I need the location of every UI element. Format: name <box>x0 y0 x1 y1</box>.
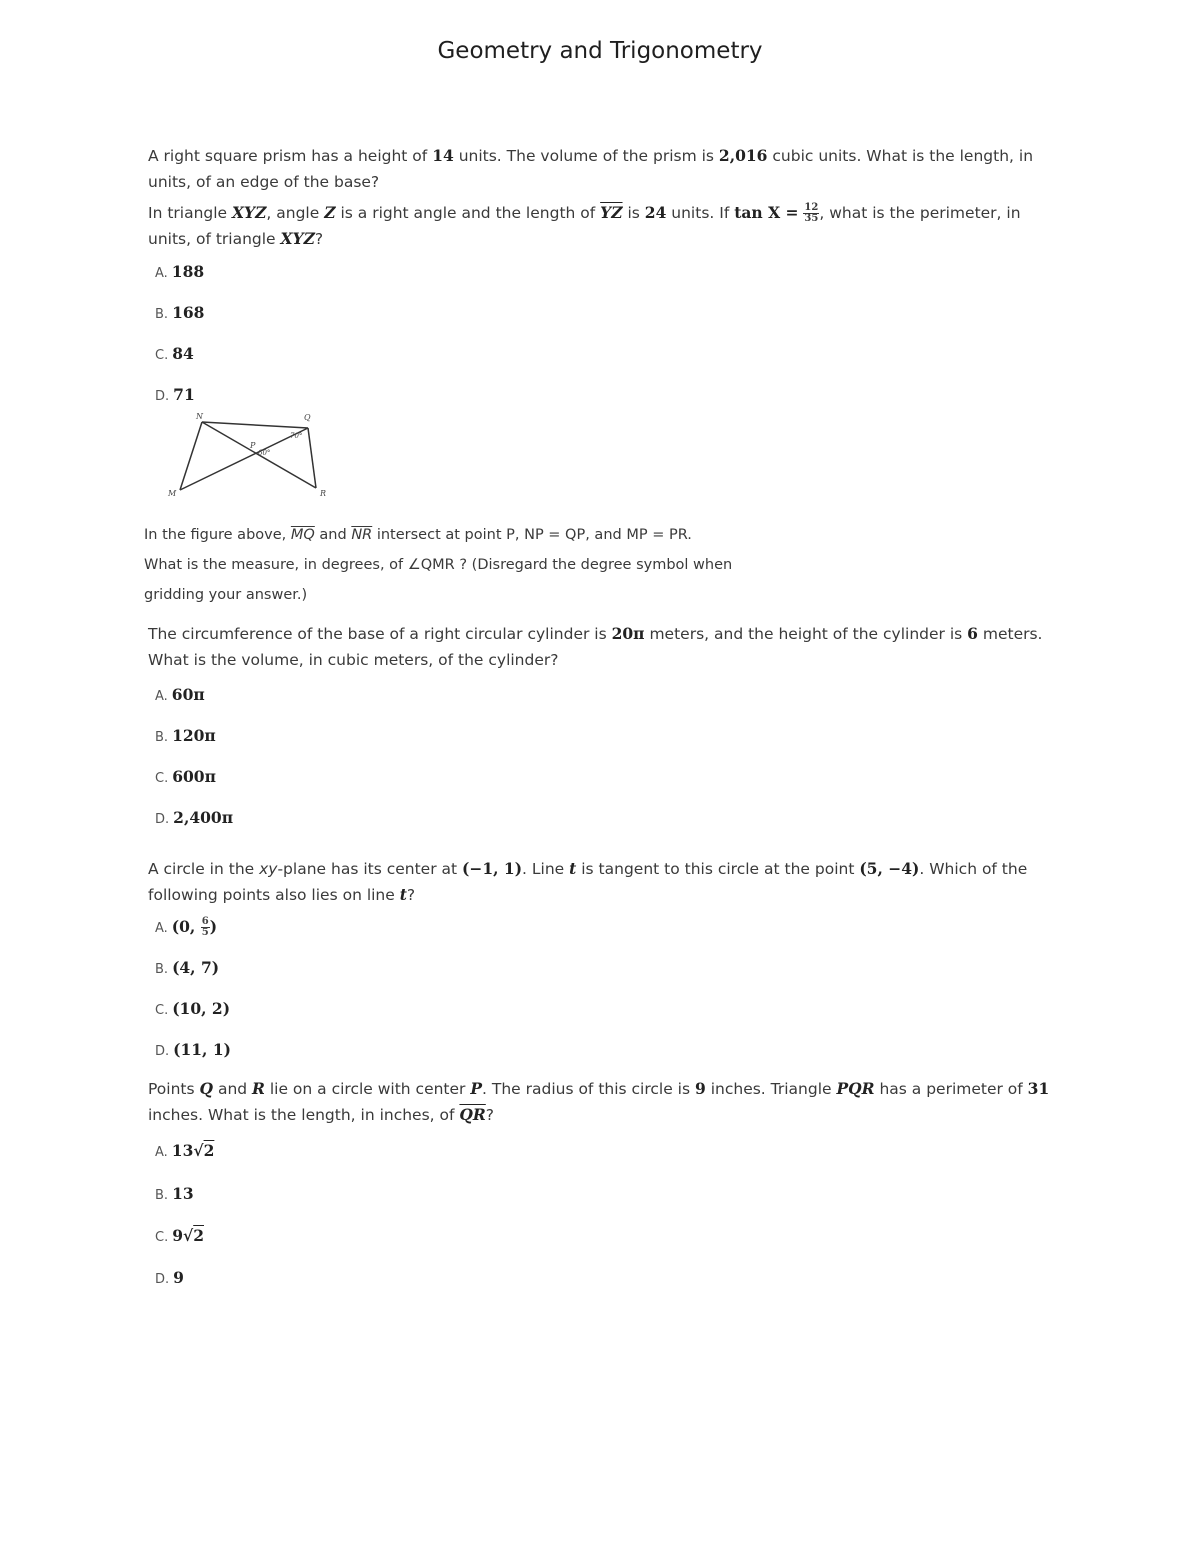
q2-side: $\overline{YZ}$ <box>600 203 623 222</box>
option-value: 60π <box>171 685 205 704</box>
q5-option-b[interactable] <box>155 958 219 977</box>
q5-text: A circle in the <box>148 860 260 878</box>
option-letter: D. <box>155 1044 170 1059</box>
option-value: 9 <box>172 1226 184 1245</box>
q2-option-b[interactable] <box>155 303 204 322</box>
option-value: 188 <box>171 262 205 281</box>
q4-option-a[interactable] <box>155 685 205 704</box>
label-q: Q <box>304 413 311 422</box>
option-value: 13 <box>172 1184 194 1203</box>
segment-mq <box>180 428 308 490</box>
question-figure-text <box>144 523 844 607</box>
option-letter: C. <box>155 1003 169 1018</box>
option-value: 600π <box>172 767 216 786</box>
q2-option-c[interactable] <box>155 344 194 363</box>
question-circle-tangent <box>148 856 1058 908</box>
q4-option-b[interactable] <box>155 726 216 745</box>
q5-text: ? <box>406 886 416 904</box>
q6-option-a[interactable] <box>155 1141 214 1160</box>
q5-text: is tangent to this circle at the point <box>576 860 860 878</box>
q2-option-a[interactable] <box>155 262 204 281</box>
q6-p: P <box>470 1079 482 1098</box>
q2-text: , what is the perimeter, in units, of triangle <box>148 204 1021 248</box>
page-title: Geometry and Trigonometry <box>437 38 763 64</box>
label-m: M <box>168 489 177 498</box>
q6-text: inches. What is the length, in inches, of <box>148 1106 460 1124</box>
q5-option-d[interactable] <box>155 1040 231 1059</box>
q3-text: and <box>314 527 352 543</box>
q2-length: 24 <box>644 203 667 222</box>
option-value: 2,400π <box>173 808 234 827</box>
q2-text: In triangle <box>148 204 233 222</box>
option-value: (11, 1) <box>173 1040 231 1059</box>
option-radicand: 2 <box>193 1226 204 1245</box>
q6-text: has a perimeter of <box>874 1080 1028 1098</box>
q6-q: Q <box>199 1079 214 1098</box>
q4-option-d[interactable] <box>155 808 233 827</box>
q4-text: meters, and the height of the cylinder is <box>644 625 968 643</box>
option-fraction <box>201 917 210 938</box>
option-letter: B. <box>155 1188 169 1203</box>
q6-option-b[interactable] <box>155 1184 194 1203</box>
q5-text: -plane has its center at <box>277 860 463 878</box>
option-value: 13 <box>171 1141 194 1160</box>
option-value: 120π <box>172 726 216 745</box>
q6-radius: 9 <box>695 1079 706 1098</box>
option-letter: D. <box>155 812 170 827</box>
q2-text: , angle <box>266 204 325 222</box>
q6-option-c[interactable] <box>155 1226 204 1245</box>
q6-perimeter: 31 <box>1027 1079 1050 1098</box>
q4-text: meters. What is the volume, in cubic meters, of the cylinder? <box>148 625 1043 669</box>
q5-point: (5, −4) <box>859 859 920 878</box>
q3-text: intersect at point P, NP = QP, and MP = PR. <box>372 527 692 543</box>
option-radicand: 2 <box>203 1141 215 1160</box>
q6-segment: $\overline{QR}$ <box>459 1105 486 1124</box>
q5-text: . Line <box>522 860 570 878</box>
q2-option-d[interactable] <box>155 385 195 404</box>
q3-segment-mq: $\overline{MQ}$ <box>290 527 315 543</box>
q3-line1 <box>144 523 844 547</box>
option-value: 168 <box>172 303 205 322</box>
fraction-denominator: 5 <box>201 927 209 938</box>
question-cylinder <box>148 621 1058 673</box>
option-letter: C. <box>155 1230 169 1245</box>
q6-text: . The radius of this circle is <box>482 1080 695 1098</box>
option-letter: C. <box>155 348 169 363</box>
q5-text: . Which of the following points also lies on line <box>148 860 1028 904</box>
option-value: (4, 7) <box>172 958 220 977</box>
q2-triangle: XYZ <box>280 229 315 248</box>
q6-text: Points <box>148 1080 200 1098</box>
option-letter: A. <box>155 921 168 936</box>
q6-r: R <box>252 1079 265 1098</box>
geometry-figure <box>166 410 336 500</box>
q3-line2: What is the measure, in degrees, of ∠QMR ? (Disregard the degree symbol when <box>144 557 733 573</box>
label-p: P <box>250 441 256 450</box>
option-letter: A. <box>155 1145 168 1160</box>
q4-option-c[interactable] <box>155 767 216 786</box>
option-value: 9 <box>173 1268 184 1287</box>
segment-nq <box>202 422 308 428</box>
option-letter: B. <box>155 730 169 745</box>
q5-line: t <box>569 859 577 878</box>
q6-text: lie on a circle with center <box>264 1080 471 1098</box>
sqrt-symbol: √ <box>193 1141 204 1160</box>
q2-text: ? <box>314 230 324 248</box>
option-value: ) <box>209 917 218 936</box>
fraction-numerator: 6 <box>201 916 209 927</box>
fraction-denominator: 35 <box>804 213 819 224</box>
q5-xy: xy <box>259 860 278 878</box>
option-value: 84 <box>172 344 194 363</box>
q3-line3: gridding your answer.) <box>144 587 308 603</box>
q2-triangle: XYZ <box>232 203 267 222</box>
segment-qr <box>308 428 316 488</box>
option-letter: A. <box>155 266 168 281</box>
label-r: R <box>320 489 327 498</box>
q1-text: A right square prism has a height of <box>148 147 433 165</box>
option-letter: B. <box>155 307 169 322</box>
option-value: 71 <box>173 385 195 404</box>
option-letter: D. <box>155 1272 170 1287</box>
q1-volume: 2,016 <box>718 146 768 165</box>
q5-option-c[interactable] <box>155 999 230 1018</box>
question-circle-triangle <box>148 1076 1058 1128</box>
q5-option-a[interactable] <box>155 917 217 938</box>
q2-fraction <box>803 203 819 224</box>
q1-text: cubic units. What is the length, in units, of an edge of the base? <box>148 147 1034 191</box>
q2-text: is <box>622 204 645 222</box>
label-angle-70: 70° <box>290 432 303 440</box>
q4-height: 6 <box>967 624 978 643</box>
q4-circumference: 20π <box>611 624 645 643</box>
q3-segment-nr: $\overline{NR}$ <box>351 527 373 543</box>
q3-text: In the figure above, <box>144 527 291 543</box>
q2-angle: Z <box>324 203 336 222</box>
label-angle-60: 60° <box>258 449 271 457</box>
option-value: (10, 2) <box>172 999 231 1018</box>
q2-text: is a right angle and the length of <box>335 204 601 222</box>
option-value: (0, <box>171 917 201 936</box>
segment-nm <box>180 422 202 490</box>
q6-text: ? <box>485 1106 495 1124</box>
q6-text: inches. Triangle <box>705 1080 837 1098</box>
label-n: N <box>196 412 203 421</box>
option-letter: B. <box>155 962 169 977</box>
option-letter: C. <box>155 771 169 786</box>
q4-text: The circumference of the base of a right circular cylinder is <box>148 625 612 643</box>
fraction-numerator: 12 <box>804 202 819 213</box>
sqrt-symbol: √ <box>183 1226 194 1245</box>
q6-text: and <box>213 1080 253 1098</box>
q1-text: units. The volume of the prism is <box>453 147 719 165</box>
q6-option-d[interactable] <box>155 1268 184 1287</box>
q2-tan: tan X = <box>734 203 799 222</box>
q2-text: units. If <box>666 204 735 222</box>
question-prism <box>148 143 1058 195</box>
q6-triangle: PQR <box>836 1079 875 1098</box>
option-letter: A. <box>155 689 168 704</box>
option-letter: D. <box>155 389 170 404</box>
q5-center: (−1, 1) <box>462 859 523 878</box>
q1-height: 14 <box>432 146 454 165</box>
question-triangle-xyz <box>148 200 1058 252</box>
q5-line: t <box>399 885 407 904</box>
